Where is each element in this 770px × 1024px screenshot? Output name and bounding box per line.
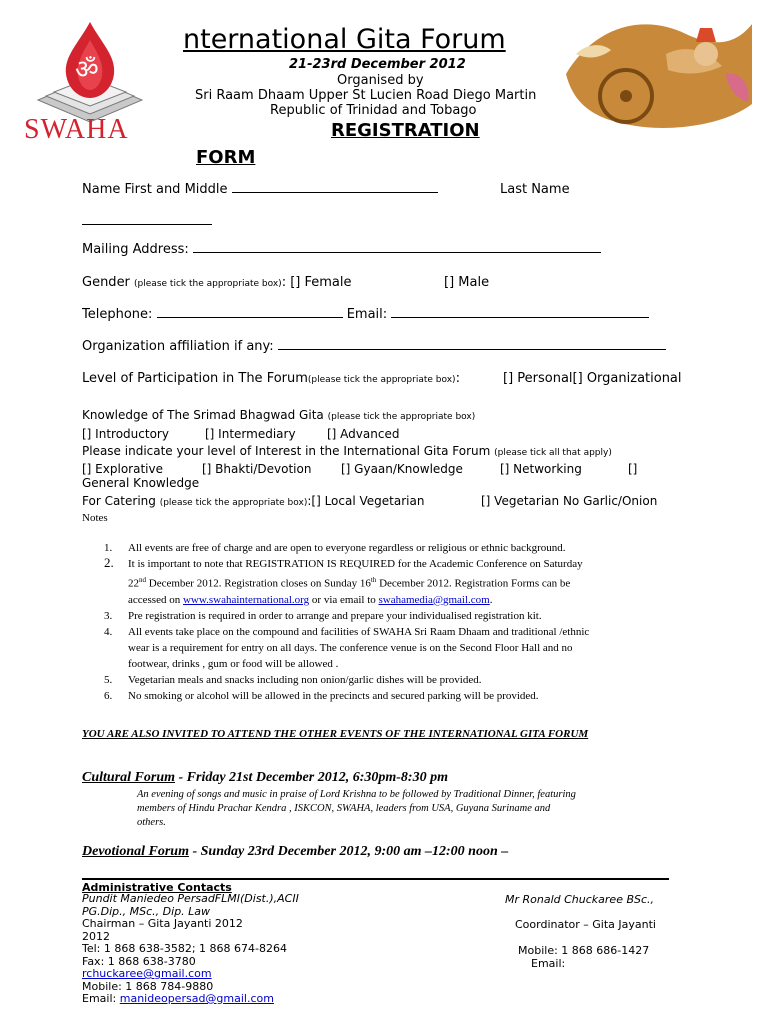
personal-checkbox[interactable]: [] Personal — [503, 371, 573, 386]
participation-note: (please tick the appropriate box) — [307, 375, 456, 385]
interest-row — [82, 444, 612, 458]
cultural-description-line: An evening of songs and music in praise of Lord Krishna to be followed by Traditional Dinner, featuring — [137, 789, 576, 800]
mailing-address-field[interactable] — [193, 252, 601, 253]
note-number: 4. — [104, 625, 113, 638]
note-text: Vegetarian meals and snacks including non onion/garlic dishes will be provided. — [128, 673, 482, 686]
participation-colon: : — [455, 371, 460, 386]
participation-label: Level of Participation in The Forum — [82, 371, 308, 386]
introductory-checkbox[interactable]: [] Introductory — [82, 427, 169, 441]
gender-label: Gender — [82, 275, 130, 290]
participation-row — [82, 371, 460, 386]
note-number: 2. — [104, 555, 114, 570]
organization-label: Organization affiliation if any: — [82, 339, 274, 354]
note-text: It is important to note that REGISTRATION IS REQUIRED for the Academic Conference on Saturday — [128, 558, 583, 570]
catering-label: For Catering — [82, 494, 156, 508]
devotional-forum-title: Devotional Forum — [82, 844, 189, 859]
local-vegetarian-checkbox[interactable]: [] Local Vegetarian — [311, 494, 425, 508]
knowledge-row — [82, 408, 475, 422]
devotional-forum-heading — [82, 844, 508, 860]
mailing-label: Mailing Address: — [82, 242, 189, 257]
organizational-checkbox[interactable]: [] Organizational — [572, 371, 682, 386]
general-knowledge-label: General Knowledge — [82, 476, 200, 490]
telephone-field[interactable] — [157, 317, 343, 318]
website-link[interactable]: www.swahainternational.org — [182, 593, 310, 606]
right-contact-role: Coordinator – Gita Jayanti — [515, 918, 656, 931]
name-label: Name First and Middle — [82, 182, 228, 197]
note-5 — [104, 672, 688, 688]
note-text: footwear, drinks , gum or food will be allowed . — [128, 657, 339, 670]
note-4 — [104, 624, 688, 672]
cultural-forum-description — [137, 788, 576, 830]
interest-label: Please indicate your level of Interest in the International Gita Forum — [82, 444, 491, 458]
gyaan-checkbox[interactable]: [] Gyaan/Knowledge — [341, 462, 463, 476]
vegetarian-no-garlic-checkbox[interactable]: [] Vegetarian No Garlic/Onion — [481, 494, 658, 508]
organised-by: Organised by — [337, 73, 424, 88]
email-label: Email: — [346, 307, 388, 322]
om-symbol: ॐ — [75, 55, 99, 85]
note-number: 1. — [104, 542, 113, 554]
gender-colon: : — [281, 275, 287, 290]
male-checkbox[interactable]: [] Male — [444, 275, 490, 290]
cultural-description-line: members of Hindu Prachar Kendra , ISKCON, SWAHA, leaders from USA, Guyana Suriname and — [137, 803, 551, 814]
coordinator-email-link[interactable]: rchuckaree@gmail.com — [82, 967, 212, 980]
contact-role-year: 2012 — [82, 929, 110, 943]
note-text: No smoking or alcohol will be allowed in the precincts and secured parking will be provided. — [128, 689, 539, 702]
admin-contacts-heading: Administrative Contacts — [82, 881, 232, 894]
venue-address: Sri Raam Dhaam Upper St Lucien Road Diego Martin — [195, 88, 537, 103]
networking-checkbox[interactable]: [] Networking — [500, 462, 582, 476]
contact-mobile: Mobile: 1 868 784-9880 — [82, 979, 214, 993]
right-contact-name: Mr Ronald Chuckaree BSc., — [505, 893, 655, 906]
page-title: nternational Gita Forum — [183, 24, 506, 55]
note-number: 3. — [104, 609, 113, 622]
note-text: accessed on www.swahainternational.org or via email to swahamedia@gmail.com. — [128, 593, 493, 606]
intermediary-checkbox[interactable]: [] Intermediary — [205, 427, 296, 441]
name-row — [82, 182, 438, 197]
registration-heading: REGISTRATION — [331, 120, 480, 141]
organization-field[interactable] — [278, 349, 666, 350]
cultural-forum-heading — [82, 770, 448, 786]
gender-note: (please tick the appropriate box) — [134, 279, 282, 289]
knowledge-note: (please tick the appropriate box) — [327, 412, 476, 422]
organization-row — [82, 339, 666, 354]
note-text: All events are free of charge and are open to everyone regardless or religious or ethnic background. — [128, 542, 566, 554]
cultural-forum-title: Cultural Forum — [82, 770, 175, 785]
telephone-label: Telephone: — [82, 307, 153, 322]
contact-email-label: Email: — [82, 992, 120, 1005]
contact-credentials: PG.Dip., MSc., Dip. Law — [82, 904, 211, 918]
cultural-forum-when: - Friday 21st December 2012, 6:30pm-8:30 pm — [175, 770, 448, 785]
contact-name: Pundit Maniedeo PersadFLMI(Dist.),ACII — [82, 892, 299, 905]
right-contact-mobile: Mobile: 1 868 686-1427 — [518, 944, 650, 957]
last-name-label: Last Name — [500, 182, 570, 197]
notes-heading: Notes — [82, 512, 108, 524]
note-number: 6. — [104, 689, 113, 702]
contact-telephone: Tel: 1 868 638-3582; 1 868 674-8264 — [82, 942, 287, 955]
note-text: wear is a requirement for entry on all days. The conference venue is on the Second Floor Hall and no — [128, 641, 573, 654]
invite-banner: YOU ARE ALSO INVITED TO ATTEND THE OTHER EVENTS OF THE INTERNATIONAL GITA FORUM — [82, 728, 589, 740]
note-3 — [104, 608, 688, 624]
bhakti-checkbox[interactable]: [] Bhakti/Devotion — [202, 462, 312, 476]
section-divider — [82, 878, 669, 880]
mailing-row — [82, 242, 601, 257]
right-contact-email-label: Email: — [531, 957, 566, 970]
email-field[interactable] — [391, 317, 649, 318]
contact-fax: Fax: 1 868 638-3780 — [82, 954, 196, 968]
note-6 — [104, 688, 688, 704]
krishna-chariot-image — [556, 14, 756, 134]
devotional-forum-when: - Sunday 23rd December 2012, 9:00 am –12:00 noon – — [188, 844, 509, 859]
last-name-field[interactable] — [82, 210, 212, 225]
contact-role: Chairman – Gita Jayanti 2012 — [82, 917, 243, 930]
female-checkbox[interactable]: [] Female — [290, 275, 352, 290]
explorative-checkbox[interactable]: [] Explorative — [82, 462, 163, 476]
note-text: Pre registration is required in order to arrange and prepare your individualised registration kit. — [128, 609, 542, 622]
note-text: 22nd December 2012. Registration closes on Sunday 16th December 2012. Registration Forms can be — [128, 576, 571, 590]
catering-colon: : — [307, 494, 312, 508]
chairman-email-link[interactable]: manideopersad@gmail.com — [119, 992, 274, 1005]
note-1 — [104, 540, 688, 556]
interest-note: (please tick all that apply) — [494, 448, 612, 458]
general-knowledge-checkbox[interactable]: [] — [628, 462, 638, 476]
forum-dates: 21-23rd December 2012 — [289, 57, 466, 72]
note-number: 5. — [104, 673, 113, 686]
advanced-checkbox[interactable]: [] Advanced — [327, 427, 400, 441]
venue-country: Republic of Trinidad and Tobago — [270, 103, 477, 118]
first-middle-name-field[interactable] — [232, 192, 438, 193]
participation-options — [503, 371, 682, 386]
logo-text: SWAHA — [24, 114, 129, 145]
form-heading: FORM — [196, 147, 256, 168]
knowledge-label: Knowledge of The Srimad Bhagwad Gita — [82, 408, 324, 422]
notes-list — [104, 540, 688, 704]
cultural-description-line: others. — [137, 817, 166, 828]
swaha-logo — [20, 18, 160, 148]
gender-row — [82, 275, 352, 290]
note-text: All events take place on the compound and facilities of SWAHA Sri Raam Dhaam and traditional /ethnic — [128, 625, 590, 638]
media-email-link[interactable]: swahamedia@gmail.com — [378, 593, 490, 606]
note-2 — [104, 556, 688, 608]
catering-note: (please tick the appropriate box) — [159, 498, 308, 508]
telephone-email-row — [82, 307, 649, 322]
catering-row — [82, 494, 424, 508]
left-contact-block — [82, 893, 299, 1006]
